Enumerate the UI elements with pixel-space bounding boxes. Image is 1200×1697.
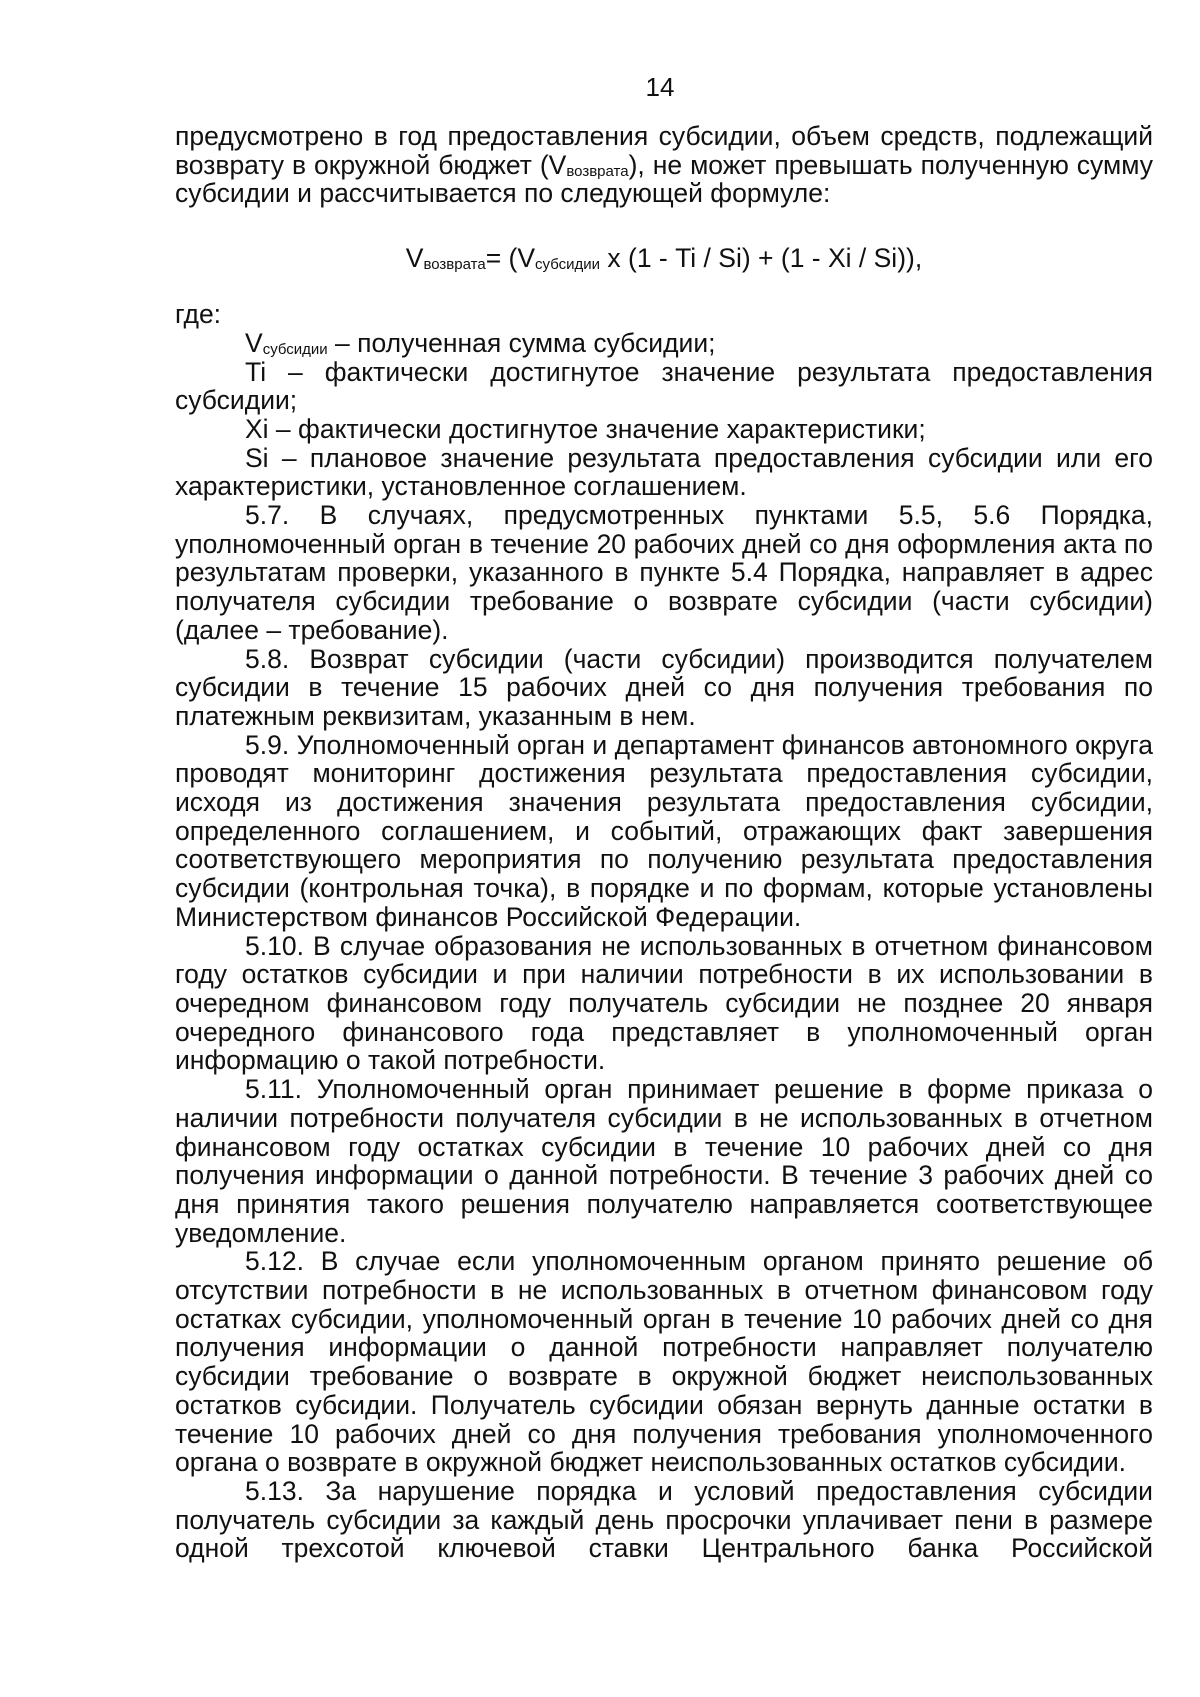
section-5-12 [175, 1247, 1153, 1477]
intro-text-part1: предусмотрено в год предоставления субсидии, объем средств, подлежащий возврату в окружной бюджет (V [175, 121, 1153, 180]
section-5-7 [175, 501, 1153, 645]
page-number: 14 [645, 72, 675, 102]
section-text: Уполномоченный орган принимает решение в форме приказа о наличии потребности получателя субсидии в не использованных в отчетном финансовом году остатках субсидии в течение 10 рабочих дней со дня получения информации о данной потребности. В течение 3 рабочих дней со дня принятия такого решения получателю направляется соответствующее уведомление. [175, 1074, 1153, 1248]
definition-xi: Xi – фактически достигнутое значение характеристики; [245, 413, 926, 444]
section-5-8 [175, 645, 1153, 731]
definition-v-text: – полученная сумма субсидии; [327, 327, 716, 358]
section-number: 5.9. [245, 729, 290, 760]
section-text: В случае образования не использованных в отчетном финансовом году остатков субсидии и при наличии потребности в их использовании в очередном финансовом году получатель субсидии не позднее 20 января очередного финансового года представляет в уполномоченный орган информацию о такой потребности. [175, 930, 1153, 1076]
formula-eq-open: = (V [485, 243, 536, 274]
section-text: В случае если уполномоченным органом принято решение об отсутствии потребности в не использованных в отчетном финансовом году остатках субсидии, уполномоченный орган в течение 10 рабочих дней со дня получения информации о данной потребности направляет получателю субсидии требование о возврате в окружной бюджет неиспользованных остатков субсидии. Получатель субсидии обязан вернуть данные остатки в течение 10 рабочих дней со дня получения требования уполномоченного органа о возврате в окружной бюджет неиспользованных остатков субсидии. [175, 1246, 1153, 1478]
formula-lhs-subscript: возврата [423, 256, 486, 274]
definition-v-subscript: субсидии [262, 340, 328, 358]
refund-formula [175, 243, 1153, 273]
section-text: В случаях, предусмотренных пунктами 5.5, 5.6 Порядка, уполномоченный орган в течение 20 рабочих дней со дня оформления акта по результатам проверки, указанного в пункте 5.4 Порядка, направляет в адрес получателя субсидии требование о возврате субсидии (части субсидии) (далее – требование). [175, 500, 1153, 645]
where-label: где: [175, 299, 222, 330]
definition-ti: Ti – фактически достигнутое значение результата предоставления субсидии; [175, 356, 1153, 416]
definition-v-symbol: V [245, 327, 263, 358]
section-5-9 [175, 731, 1153, 932]
intro-paragraph [175, 122, 1153, 208]
intro-subscript: возврата [566, 162, 629, 180]
section-5-13 [175, 1477, 1153, 1563]
section-5-10 [175, 932, 1153, 1076]
formula-rest: х (1 - Ti / Si) + (1 - Xi / Si)), [600, 243, 923, 274]
section-number: 5.11. [245, 1074, 302, 1105]
section-number: 5.13. [245, 1475, 304, 1506]
section-number: 5.7. [245, 500, 290, 531]
section-number: 5.8. [245, 643, 290, 674]
document-body [175, 122, 1153, 1563]
section-text: Уполномоченный орган и департамент финансов автономного округа проводят мониторинг достижения результата предоставления субсидии, исходя из достижения значения результата предоставления субсидии, определенного соглашением, и событий, отражающих факт завершения соответствующего мероприятия по получению результата предоставления субсидии (контрольная точка), в порядке и по формам, которые установлены Министерством финансов Российской Федерации. [175, 729, 1153, 932]
section-text: За нарушение порядка и условий предоставления субсидии получатель субсидии за каждый день просрочки уплачивает пени в размере одной трехсотой ключевой ставки Центрального банка Российской [175, 1475, 1153, 1564]
intro-text-part2: ), не может превышать полученную сумму субсидии и рассчитывается по следующей формуле: [175, 149, 1153, 209]
section-number: 5.10. [245, 930, 304, 961]
section-number: 5.12. [245, 1246, 304, 1277]
section-text: Возврат субсидии (части субсидии) производится получателем субсидии в течение 15 рабочих дней со дня получения требования по платежным реквизитам, указанным в нем. [175, 643, 1153, 731]
formula-rhs-subscript: субсидии [535, 256, 601, 274]
formula-v: V [405, 243, 424, 274]
definition-v [175, 329, 1153, 358]
definition-si: Si – плановое значение результата предоставления субсидии или его характеристики, установленное соглашением. [175, 442, 1153, 502]
section-5-11 [175, 1075, 1153, 1247]
